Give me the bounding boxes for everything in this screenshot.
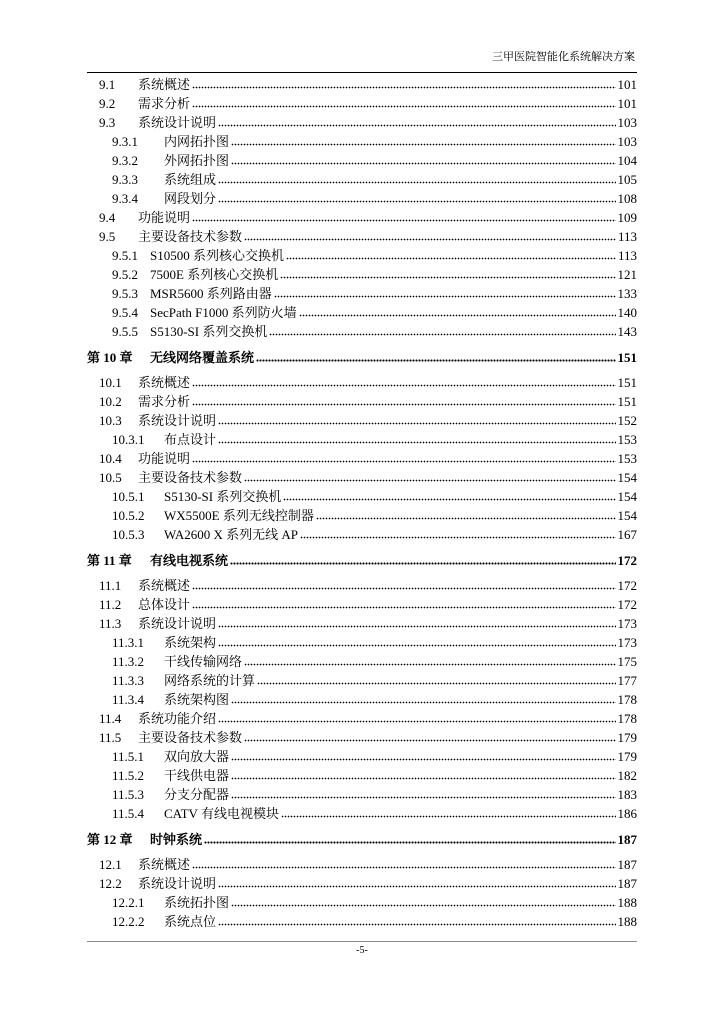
toc-entry bbox=[0, 208, 637, 227]
toc-entry bbox=[0, 265, 637, 284]
toc-entry-number: 12.2.1 bbox=[112, 895, 145, 910]
toc-entry bbox=[0, 75, 637, 94]
dot-leader bbox=[218, 885, 615, 888]
toc-entry-title: WX5500E 系列无线控制器 bbox=[164, 508, 314, 523]
toc-entry-title: 系统设计说明 bbox=[138, 616, 217, 631]
toc-entry-title: 网络系统的计算 bbox=[164, 673, 256, 688]
toc-entry bbox=[0, 690, 637, 709]
dot-leader bbox=[192, 86, 615, 89]
toc-entry-title: 主要设备技术参数 bbox=[138, 730, 243, 745]
toc-entry-number: 11.5.4 bbox=[112, 806, 145, 821]
toc-entry bbox=[0, 785, 637, 804]
toc-entry-page: 188 bbox=[617, 914, 637, 929]
toc-entry-title: 内网拓扑图 bbox=[164, 134, 230, 149]
toc-entry bbox=[0, 804, 637, 823]
toc-chapter-entry bbox=[0, 348, 637, 367]
toc-entry-number: 10.3 bbox=[99, 413, 122, 428]
toc-entry-page: 187 bbox=[617, 876, 637, 891]
toc-entry-page: 151 bbox=[617, 375, 637, 390]
toc-entry-page: 178 bbox=[617, 692, 637, 707]
toc-entry-number: 11.3.3 bbox=[112, 673, 145, 688]
table-of-contents bbox=[0, 75, 724, 931]
dot-leader bbox=[218, 720, 615, 723]
dot-leader bbox=[192, 606, 615, 609]
toc-entry-page: 173 bbox=[617, 635, 637, 650]
toc-entry-title: 系统架构图 bbox=[164, 692, 230, 707]
dot-leader bbox=[244, 479, 615, 482]
dot-leader bbox=[269, 333, 615, 336]
toc-entry bbox=[0, 392, 637, 411]
toc-entry-page: 133 bbox=[617, 286, 637, 301]
toc-entry-page: 177 bbox=[617, 673, 637, 688]
toc-entry-page: 172 bbox=[617, 597, 637, 612]
dot-leader bbox=[244, 739, 615, 742]
chapter-title: 时钟系统 bbox=[150, 831, 203, 847]
toc-entry-title: 分支分配器 bbox=[164, 787, 230, 802]
toc-entry-title: 系统拓扑图 bbox=[164, 895, 230, 910]
toc-entry-title: 系统架构 bbox=[164, 635, 217, 650]
dot-leader bbox=[231, 143, 615, 146]
toc-entry bbox=[0, 874, 637, 893]
toc-entry bbox=[0, 411, 637, 430]
toc-entry-number: 9.2 bbox=[99, 96, 116, 111]
toc-entry bbox=[0, 912, 637, 931]
toc-entry-number: 9.3.4 bbox=[112, 191, 138, 206]
dot-leader bbox=[300, 536, 616, 539]
dot-leader bbox=[231, 904, 615, 907]
toc-entry-page: 178 bbox=[617, 711, 637, 726]
toc-entry bbox=[0, 151, 637, 170]
dot-leader bbox=[218, 923, 615, 926]
toc-entry-title: 系统设计说明 bbox=[138, 115, 217, 130]
dot-leader bbox=[231, 777, 615, 780]
toc-entry-number: 12.2.2 bbox=[112, 914, 145, 929]
toc-entry-page: 140 bbox=[617, 305, 637, 320]
toc-entry-title: 系统概述 bbox=[138, 857, 191, 872]
dot-leader bbox=[192, 460, 615, 463]
dot-leader bbox=[204, 841, 615, 844]
toc-entry bbox=[0, 525, 637, 544]
dot-leader bbox=[281, 815, 616, 818]
toc-entry-title: 系统概述 bbox=[138, 375, 191, 390]
dot-leader bbox=[192, 105, 615, 108]
toc-entry bbox=[0, 94, 637, 113]
toc-entry-page: 154 bbox=[617, 489, 637, 504]
chapter-page: 151 bbox=[617, 349, 637, 365]
dot-leader bbox=[256, 359, 615, 362]
toc-entry-title: 需求分析 bbox=[138, 96, 191, 111]
toc-entry-page: 101 bbox=[617, 96, 637, 111]
toc-entry-page: 175 bbox=[617, 654, 637, 669]
toc-entry-title: S5130-SI 系列交换机 bbox=[164, 489, 282, 504]
toc-entry-page: 105 bbox=[617, 172, 637, 187]
header-rule bbox=[87, 72, 637, 73]
toc-entry-title: 网段划分 bbox=[164, 191, 217, 206]
toc-entry-page: 151 bbox=[617, 394, 637, 409]
toc-entry-page: 179 bbox=[617, 730, 637, 745]
toc-entry bbox=[0, 614, 637, 633]
toc-entry-page: 154 bbox=[617, 470, 637, 485]
toc-entry bbox=[0, 189, 637, 208]
toc-entry bbox=[0, 766, 637, 785]
footer-rule bbox=[87, 941, 637, 942]
toc-entry-title: 干线供电器 bbox=[164, 768, 230, 783]
dot-leader bbox=[286, 257, 616, 260]
toc-entry-title: 功能说明 bbox=[138, 210, 191, 225]
dot-leader bbox=[218, 441, 615, 444]
toc-entry-page: 173 bbox=[617, 616, 637, 631]
toc-entry bbox=[0, 430, 637, 449]
toc-entry-page: 104 bbox=[617, 153, 637, 168]
toc-entry bbox=[0, 284, 637, 303]
toc-entry-number: 11.5.3 bbox=[112, 787, 145, 802]
dot-leader bbox=[257, 682, 615, 685]
toc-entry-title: 需求分析 bbox=[138, 394, 191, 409]
toc-entry bbox=[0, 303, 637, 322]
toc-entry-number: 10.5.2 bbox=[112, 508, 145, 523]
dot-leader bbox=[218, 124, 615, 127]
toc-entry bbox=[0, 246, 637, 265]
running-header-title: 三甲医院智能化系统解决方案 bbox=[492, 51, 635, 63]
dot-leader bbox=[192, 219, 615, 222]
chapter-number: 第 11 章 bbox=[87, 552, 132, 568]
toc-entry-title: 双向放大器 bbox=[164, 749, 230, 764]
toc-entry-page: 153 bbox=[617, 451, 637, 466]
dot-leader bbox=[218, 625, 615, 628]
dot-leader bbox=[192, 866, 615, 869]
dot-leader bbox=[192, 587, 615, 590]
toc-entry-title: 系统设计说明 bbox=[138, 876, 217, 891]
toc-entry-number: 10.3.1 bbox=[112, 432, 145, 447]
toc-entry-number: 9.4 bbox=[99, 210, 116, 225]
toc-entry bbox=[0, 671, 637, 690]
toc-entry-number: 9.5 bbox=[99, 229, 116, 244]
toc-entry-number: 11.5 bbox=[99, 730, 122, 745]
toc-entry-title: 干线传输网络 bbox=[164, 654, 243, 669]
dot-leader bbox=[230, 562, 615, 565]
toc-entry-number: 10.1 bbox=[99, 375, 122, 390]
toc-entry-title: S10500 系列核心交换机 bbox=[150, 248, 284, 263]
toc-entry-number: 10.2 bbox=[99, 394, 122, 409]
dot-leader bbox=[231, 796, 615, 799]
toc-entry-number: 11.5.2 bbox=[112, 768, 145, 783]
toc-entry-title: 布点设计 bbox=[164, 432, 217, 447]
toc-entry-page: 182 bbox=[617, 768, 637, 783]
toc-entry-page: 167 bbox=[617, 527, 637, 542]
toc-entry-title: 功能说明 bbox=[138, 451, 191, 466]
dot-leader bbox=[218, 181, 615, 184]
toc-entry-title: MSR5600 系列路由器 bbox=[150, 286, 272, 301]
toc-entry-title: 系统组成 bbox=[164, 172, 217, 187]
dot-leader bbox=[231, 162, 615, 165]
toc-entry-number: 9.3.3 bbox=[112, 172, 138, 187]
dot-leader bbox=[231, 758, 615, 761]
toc-entry bbox=[0, 113, 637, 132]
toc-entry-title: 主要设备技术参数 bbox=[138, 229, 243, 244]
toc-entry-title: WA2600 X 系列无线 AP bbox=[164, 527, 298, 542]
toc-entry bbox=[0, 595, 637, 614]
toc-entry-number: 10.5.3 bbox=[112, 527, 145, 542]
toc-entry bbox=[0, 132, 637, 151]
toc-entry-page: 153 bbox=[617, 432, 637, 447]
toc-entry-page: 179 bbox=[617, 749, 637, 764]
toc-entry bbox=[0, 170, 637, 189]
toc-entry-number: 12.1 bbox=[99, 857, 122, 872]
toc-entry-title: 系统概述 bbox=[138, 77, 191, 92]
toc-chapter-entry bbox=[0, 830, 637, 849]
toc-entry bbox=[0, 373, 637, 392]
toc-entry-title: SecPath F1000 系列防火墙 bbox=[150, 305, 297, 320]
toc-entry-title: 7500E 系列核心交换机 bbox=[150, 267, 279, 282]
toc-entry-number: 9.5.1 bbox=[112, 248, 138, 263]
toc-entry-number: 11.3 bbox=[99, 616, 122, 631]
toc-entry-title: 系统设计说明 bbox=[138, 413, 217, 428]
chapter-page: 172 bbox=[617, 552, 637, 568]
toc-entry bbox=[0, 633, 637, 652]
dot-leader bbox=[192, 384, 615, 387]
toc-entry bbox=[0, 449, 637, 468]
chapter-title: 有线电视系统 bbox=[150, 552, 229, 568]
toc-entry-page: 152 bbox=[617, 413, 637, 428]
toc-entry bbox=[0, 227, 637, 246]
toc-entry bbox=[0, 576, 637, 595]
dot-leader bbox=[231, 701, 615, 704]
toc-entry bbox=[0, 728, 637, 747]
toc-entry-number: 11.2 bbox=[99, 597, 122, 612]
toc-entry-number: 12.2 bbox=[99, 876, 122, 891]
chapter-title: 无线网络覆盖系统 bbox=[150, 349, 255, 365]
toc-entry-number: 11.1 bbox=[99, 578, 122, 593]
dot-leader bbox=[283, 498, 615, 501]
toc-entry-page: 103 bbox=[617, 115, 637, 130]
chapter-number: 第 12 章 bbox=[87, 831, 133, 847]
toc-entry-number: 11.5.1 bbox=[112, 749, 145, 764]
toc-entry bbox=[0, 506, 637, 525]
toc-entry-number: 10.4 bbox=[99, 451, 122, 466]
toc-entry-number: 9.5.4 bbox=[112, 305, 138, 320]
toc-entry-page: 103 bbox=[617, 134, 637, 149]
chapter-page: 187 bbox=[617, 831, 637, 847]
dot-leader bbox=[244, 238, 616, 241]
toc-entry-title: S5130-SI 系列交换机 bbox=[150, 324, 268, 339]
toc-entry-page: 172 bbox=[617, 578, 637, 593]
toc-entry-number: 9.3.2 bbox=[112, 153, 138, 168]
toc-entry bbox=[0, 709, 637, 728]
dot-leader bbox=[316, 517, 616, 520]
toc-entry-title: CATV 有线电视模块 bbox=[164, 806, 279, 821]
toc-entry-page: 183 bbox=[617, 787, 637, 802]
dot-leader bbox=[280, 276, 615, 279]
toc-entry-page: 188 bbox=[617, 895, 637, 910]
toc-entry-number: 11.3.1 bbox=[112, 635, 145, 650]
toc-entry-number: 9.5.5 bbox=[112, 324, 138, 339]
toc-entry-page: 121 bbox=[617, 267, 637, 282]
toc-entry-number: 11.3.4 bbox=[112, 692, 145, 707]
dot-leader bbox=[218, 422, 615, 425]
dot-leader bbox=[274, 295, 616, 298]
toc-entry bbox=[0, 487, 637, 506]
dot-leader bbox=[218, 200, 615, 203]
toc-entry-page: 113 bbox=[617, 248, 637, 263]
chapter-number: 第 10 章 bbox=[87, 349, 133, 365]
toc-entry-page: 108 bbox=[617, 191, 637, 206]
toc-entry-title: 系统功能介绍 bbox=[138, 711, 217, 726]
toc-entry bbox=[0, 322, 637, 341]
toc-entry-page: 143 bbox=[617, 324, 637, 339]
toc-entry-number: 9.3 bbox=[99, 115, 116, 130]
toc-entry-page: 113 bbox=[617, 229, 637, 244]
toc-entry-title: 系统点位 bbox=[164, 914, 217, 929]
toc-entry-page: 187 bbox=[617, 857, 637, 872]
toc-chapter-entry bbox=[0, 551, 637, 570]
toc-entry-number: 9.1 bbox=[99, 77, 116, 92]
toc-entry-number: 9.5.2 bbox=[112, 267, 138, 282]
toc-entry-page: 101 bbox=[617, 77, 637, 92]
dot-leader bbox=[192, 403, 615, 406]
toc-entry-title: 总体设计 bbox=[138, 597, 191, 612]
toc-entry-number: 9.3.1 bbox=[112, 134, 138, 149]
toc-entry-number: 11.3.2 bbox=[112, 654, 145, 669]
toc-entry bbox=[0, 468, 637, 487]
toc-entry bbox=[0, 652, 637, 671]
page-number: -5- bbox=[356, 945, 368, 956]
toc-entry-page: 186 bbox=[617, 806, 637, 821]
dot-leader bbox=[299, 314, 616, 317]
dot-leader bbox=[244, 663, 615, 666]
toc-entry-title: 系统概述 bbox=[138, 578, 191, 593]
toc-entry-number: 9.5.3 bbox=[112, 286, 138, 301]
toc-entry-title: 主要设备技术参数 bbox=[138, 470, 243, 485]
dot-leader bbox=[218, 644, 615, 647]
toc-entry-title: 外网拓扑图 bbox=[164, 153, 230, 168]
toc-entry bbox=[0, 893, 637, 912]
toc-entry-number: 11.4 bbox=[99, 711, 122, 726]
toc-entry-page: 154 bbox=[617, 508, 637, 523]
toc-entry-number: 10.5 bbox=[99, 470, 122, 485]
toc-entry bbox=[0, 855, 637, 874]
toc-entry bbox=[0, 747, 637, 766]
toc-entry-page: 109 bbox=[617, 210, 637, 225]
toc-entry-number: 10.5.1 bbox=[112, 489, 145, 504]
